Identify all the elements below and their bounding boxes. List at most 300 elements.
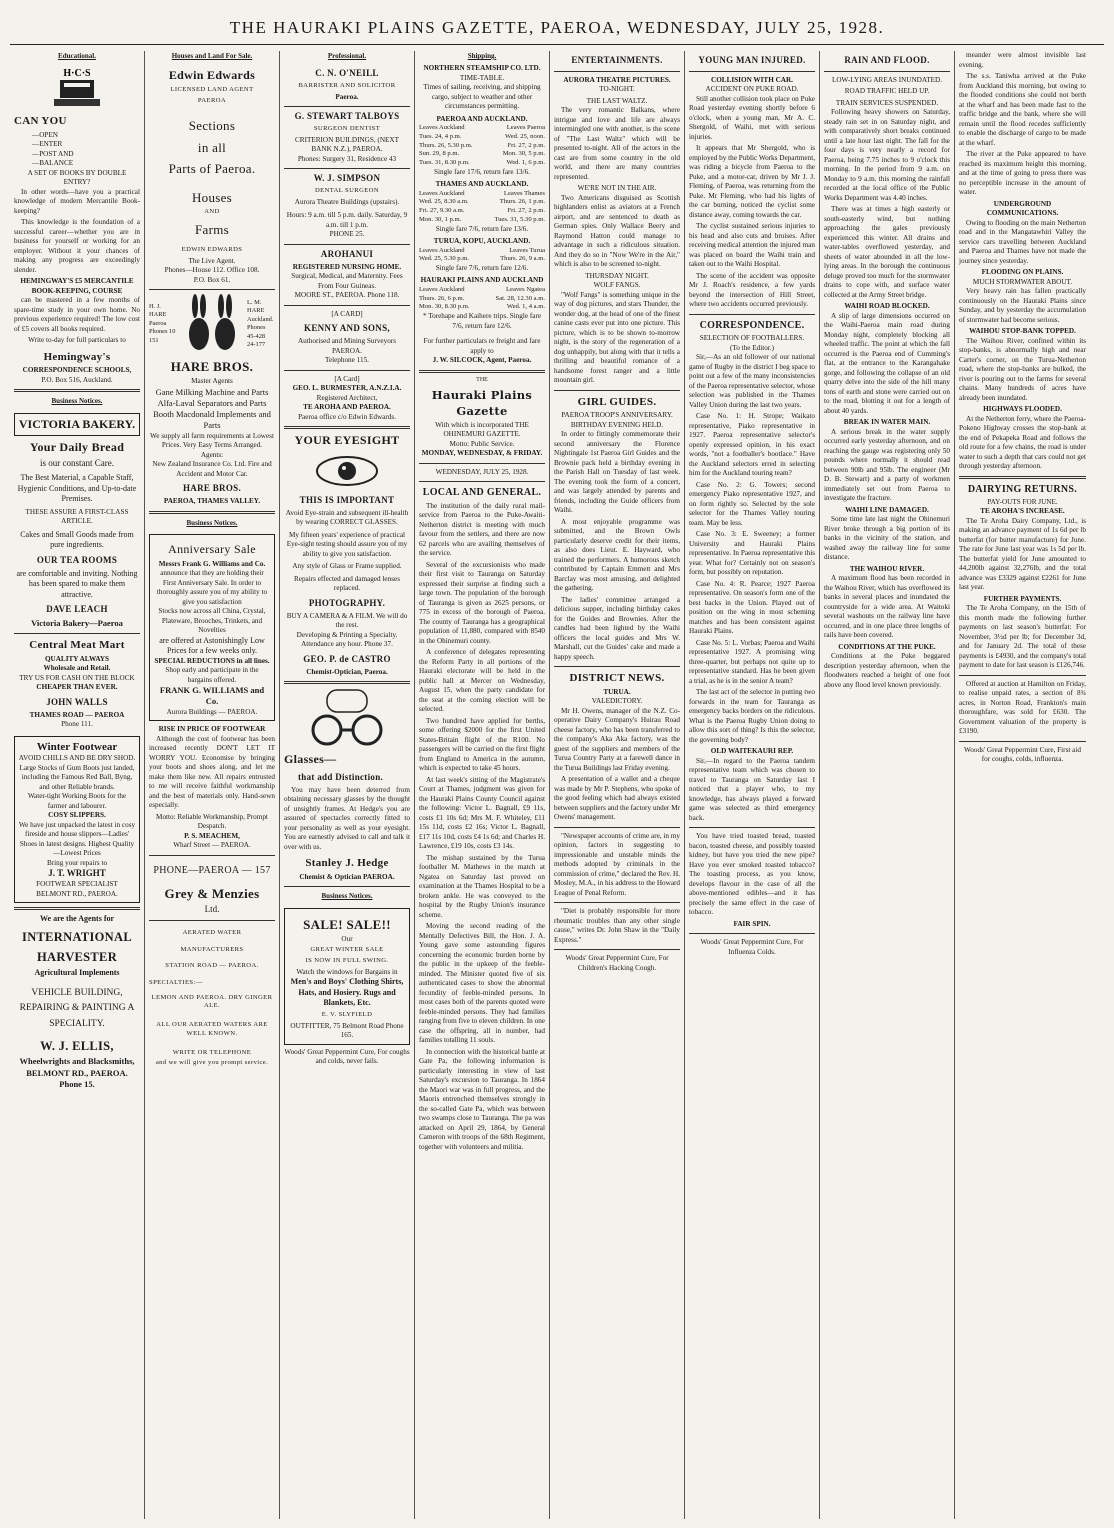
section-heading: Professional. bbox=[327, 52, 367, 60]
thursday: THURSDAY NIGHT. bbox=[585, 271, 649, 280]
write-line: WRITE OR TELEPHONE bbox=[172, 1048, 252, 1056]
cell: Tues. 24, 4 p.m. bbox=[419, 132, 462, 140]
sections: Sections bbox=[188, 118, 236, 134]
divider bbox=[419, 370, 545, 373]
divider bbox=[419, 463, 545, 464]
tea-rooms: OUR TEA ROOMS bbox=[36, 554, 118, 565]
chills-line: AVOID CHILLS AND BE DRY SHOD. bbox=[18, 754, 136, 763]
agent-line: The Live Agent. bbox=[188, 256, 236, 265]
watch: Watch the windows for Bargains in bbox=[296, 967, 398, 976]
distinction: that add Distinction. bbox=[298, 772, 384, 782]
fair-spin: FAIR SPIN. bbox=[733, 919, 771, 928]
master-line: Master Agents bbox=[191, 377, 233, 386]
buy: BUY A CAMERA & A FILM. We will do the rest. bbox=[286, 611, 408, 630]
stocks-line: Stocks now across all China, Crystal, Plateware, Brooches, Trinkets, and Novelties bbox=[158, 607, 266, 635]
cell: Sun. 29, 8 p.m. bbox=[419, 150, 460, 158]
col-head: Leaves Paeroa bbox=[506, 124, 545, 132]
books-line: A SET OF BOOKS BY DOUBLE ENTRY? bbox=[27, 168, 127, 187]
cell: Thurs. 26, 5.30 p.m. bbox=[419, 141, 473, 149]
column-4 bbox=[415, 51, 550, 1519]
dairying: DAIRYING RETURNS. bbox=[967, 483, 1078, 495]
paragraph: A serious break in the water supply occurred early yesterday afternoon, and on reaching the gauge was registering only 50 pounds where normally it should read between 90lb and 95lb. The engineer (Mr D. B. Stewart) and a party of workmen immediately set out from Paeroa to investigate the fracture. bbox=[824, 427, 950, 503]
phone-15: Phone 15. bbox=[59, 1078, 95, 1089]
paragraph: The very romantic Balkans, where intrigue and love and life are always intermingled one with another, is the scene of "The Last Waltz" which will be presented to-night. All of the actors in the cast are from some country in the old world, and there are many countries represented. bbox=[554, 106, 680, 181]
highways: HIGHWAYS FLOODED. bbox=[983, 405, 1062, 413]
woods: Woods' Great Peppermint Cure, For coughs and colds, never fails. bbox=[284, 1047, 410, 1066]
dental: DENTAL SURGEON bbox=[315, 187, 379, 195]
woods: Woods' Great Peppermint Cure, First aid for coughs, colds, influenza. bbox=[964, 745, 1081, 764]
paragraph: Case No. 5: L. Vorbas; Paeroa and Waihi representative 1927. A promising wing three-quarter, but perhaps not quite up to representative standard. Has he been given a trial, as he is in the senior A team? bbox=[689, 638, 815, 685]
divider bbox=[554, 949, 680, 950]
manuf-line: MANUFACTURERS bbox=[180, 945, 244, 953]
table-header bbox=[419, 190, 545, 199]
offered-line: are offered at Astonishingly Low Prices for a few weeks only. bbox=[159, 635, 265, 656]
sign: OLD WAITEKAURI REP. bbox=[710, 747, 794, 756]
divider bbox=[284, 426, 410, 429]
note: * Torehape and Kaihere trips. Single fare 7/6, return fare 12/6. bbox=[422, 312, 542, 330]
divider bbox=[419, 481, 545, 482]
international: INTERNATIONAL bbox=[22, 929, 132, 944]
hours: Hours: 9 a.m. till 5 p.m. daily. Saturday, 9 a.m. till 1 p.m. bbox=[286, 211, 408, 229]
cheaper-line: CHEAPER THAN EVER. bbox=[36, 683, 118, 692]
thames-road: THAMES ROAD — PAEROA bbox=[29, 710, 125, 719]
collision: COLLISION WITH CAR. bbox=[711, 75, 793, 84]
timetable: TIME-TABLE. bbox=[459, 73, 505, 82]
table-row bbox=[419, 216, 545, 225]
fare-2: Single fare 7/6, return fare 13/6. bbox=[435, 224, 529, 233]
cell: Sat. 28, 12.30 a.m. bbox=[495, 294, 545, 302]
cell: Thurs. 26, 9 a.m. bbox=[500, 255, 545, 263]
paragraph: The last act of the selector in putting two forwards in the team for Tauranga as emergency backs borders on the ridiculous. What is the Paeroa Rugby Union doing to allow this sort of thing? Is this the selector, the governing body? bbox=[689, 688, 815, 744]
belmont-line-2: BELMONT RD., PAEROA. bbox=[26, 1067, 128, 1078]
parts: Parts of Paeroa. bbox=[168, 160, 256, 176]
vehicle-line: VEHICLE BUILDING, REPAIRING & PAINTING A SPECIALITY. bbox=[19, 988, 135, 1029]
cell: Wed. 25, 8.30 a.m. bbox=[419, 198, 469, 206]
woods: Woods' Great Peppermint Cure, For Influenza Colds. bbox=[700, 938, 804, 956]
paragraph: You have tried toasted bread, toasted bacon, toasted cheese, and possibly toasted kidney, but have you tried the new pipe? Have you ever smoked toasted tobacco? The toasting process, as you know, develops flavour in the case of all the above-mentioned edibles—and it has precisely the same effect in the case of tobacco. bbox=[689, 832, 815, 917]
paragraph: Mr H. Owens, manager of the N.Z. Co-operative Dairy Company's Huirau Road cheese factory, who has been transferred to the company's Aka Aka factory, was the guest of the suppliers and members of the Turua Country Party at a farewell dance in the Turua Buildings last Friday evening. bbox=[554, 706, 680, 772]
and-line: AND bbox=[204, 208, 220, 216]
section-heading: Houses and Land For Sale. bbox=[171, 52, 253, 60]
paragraph: The Te Aroha Dairy Company, Ltd., is making an advance payment of 1s 6d per lb butterfat (for butter manufacture) for June. The rate for June last year was 1s 5d per lb. The butterfat yield for June amounted to 44,200lb against 32,276lb, and the total advance was £3329 against £2261 for June last year. bbox=[959, 516, 1086, 592]
paragraph: Two Americans disguised as Scottish highlanders enlist as aviators at a French airport, and are sentenced to death as German spies. Only Wallace Beery and Raymond Hatton could manage to advantage in such a ridiculous situation. And they do so in "Now We're in the Air," which is also to be screened to-night. bbox=[554, 193, 680, 269]
phone-157: PHONE—PAEROA — 157 bbox=[153, 864, 271, 876]
paragraph: At the Netherton ferry, where the Paeroa-Pokeno Highway crosses the stop-bank at the end of Pekapeka Road and follows the old route for a few chains, the road is under water to such a depth that cars could not get through yesterday afternoon. bbox=[959, 414, 1086, 470]
cell: Mon. 30, 1 p.m. bbox=[419, 215, 462, 223]
divider bbox=[284, 106, 410, 107]
talboys: G. STEWART TALBOYS bbox=[294, 111, 400, 122]
waihou: THE WAIHOU RIVER. bbox=[849, 564, 925, 573]
section-heading: Business Notices. bbox=[186, 518, 238, 527]
paragraph: The s.s. Taniwha arrived at the Puke from Auckland this morning, but owing to the flooded conditions she could not berth at the wharf and has been made fast to the traffic bridge and the bank, where she will remain until the flood recedes sufficiently to enable the discharge of cargo to be made at the wharf. bbox=[959, 72, 1086, 147]
divider bbox=[284, 244, 410, 245]
table-header bbox=[419, 286, 545, 295]
hpak: HAURAKI PLAINS AND AUCKLAND bbox=[420, 276, 544, 285]
cell: Fri. 27, 2 p.m. bbox=[507, 207, 545, 215]
cell: Thurs. 26, 6 p.m. bbox=[419, 294, 465, 302]
fifteen: My fifteen years' experience of practical Eye-sight testing should assure you of my ability to give you satisfaction. bbox=[286, 530, 408, 558]
paragraph: Conditions at the Puke beggared description yesterday afternoon, when the floodwaters reached a height of one foot above any flood level known previously. bbox=[824, 652, 950, 689]
hare-bros-2: HARE BROS. bbox=[182, 483, 241, 494]
divider bbox=[554, 390, 680, 391]
wright-name: J. T. WRIGHT bbox=[48, 868, 106, 879]
motto: Motto: Public Service. bbox=[449, 439, 515, 448]
booth-line: Booth Macdonald Implements and Parts bbox=[153, 409, 271, 431]
paeroa-line: PAEROA bbox=[197, 96, 227, 104]
aurora: AURORA THEATRE PICTURES. bbox=[563, 75, 671, 84]
hares-icon bbox=[179, 294, 245, 354]
our: Our bbox=[341, 934, 353, 943]
john-walls: JOHN WALLS bbox=[46, 696, 108, 707]
unpacked-line: We have just unpacked the latest in cosy fireside and house slippers—Ladies' Shoes in latest designs. Highest Quality—Lowest Prices bbox=[18, 820, 136, 858]
belmont-line: BELMONT RD., PAEROA. bbox=[36, 889, 118, 898]
glasses: Glasses— bbox=[284, 752, 337, 767]
slippers-line: COSY SLIPPERS. bbox=[48, 811, 106, 820]
quality-line: QUALITY ALWAYS bbox=[44, 654, 110, 663]
further: FURTHER PAYMENTS. bbox=[983, 594, 1062, 603]
divider bbox=[14, 389, 140, 392]
paragraph: A most enjoyable programme was submitted, and the Brown Owls particularly deserve credit for their items, as also does Lieut. E. Hayward, who trained the performers. A humorous sketch contributed by Captain Emmett and Mrs Barclay was most amusing, and delighted the gathering. bbox=[554, 517, 680, 593]
paragraph: In other words—have you a practical knowledge of modern Mercantile Book-keeping? bbox=[14, 187, 140, 215]
wheel-line: Wheelwrights and Blacksmiths, bbox=[19, 1056, 135, 1067]
turua: TURUA. bbox=[603, 687, 631, 696]
important: THIS IS IMPORTANT bbox=[299, 495, 395, 506]
card-2: [A Card] bbox=[334, 374, 360, 383]
spectacles-icon bbox=[297, 688, 397, 748]
column-5 bbox=[550, 51, 685, 1519]
valed: VALEDICTORY. bbox=[591, 697, 643, 706]
divider bbox=[284, 370, 410, 371]
option: —ENTER bbox=[32, 140, 63, 149]
low: LOW-LYING AREAS INUNDATED. bbox=[831, 75, 943, 84]
tonight: TO-NIGHT. bbox=[599, 85, 635, 94]
winter-footwear: Winter Footwear bbox=[36, 740, 118, 753]
gum-line: Large Stocks of Gum Boots just landed, including the Famous Red Ball, Byng, and other Reliable brands. bbox=[19, 763, 135, 791]
col-head: Leaves Auckland bbox=[419, 124, 465, 132]
phone25: PHONE 25. bbox=[329, 230, 365, 239]
silcock: J. W. SILCOCK, Agent, Paeroa. bbox=[432, 356, 532, 365]
column-3 bbox=[280, 51, 415, 1519]
paragraph: Owing to flooding on the main Netherton road and in the Mangatawhiri Valley the service cars travelling between Auckland and Paeroa and Thames have not made the journey since yesterday. bbox=[959, 218, 1086, 265]
cell: Mon. 30, 5 p.m. bbox=[502, 150, 545, 158]
authorised: Authorised and Mining Surveyors PAEROA. bbox=[297, 337, 397, 355]
break: BREAK IN WATER MAIN. bbox=[843, 418, 931, 427]
care-line: is our constant Care. bbox=[40, 458, 114, 469]
outfitter: OUTFITTER, 75 Belmont Road Phone 165. bbox=[290, 1021, 404, 1040]
table-row bbox=[419, 198, 545, 207]
surgeon: SURGEON DENTIST bbox=[313, 125, 381, 133]
date: WEDNESDAY, JULY 25, 1928. bbox=[435, 467, 529, 476]
col-head: Leaves Turua bbox=[509, 246, 545, 254]
hedge-2: Chemist & Optician PAEROA. bbox=[299, 872, 395, 881]
simpson: W. J. SIMPSON bbox=[313, 173, 381, 184]
column-1 bbox=[10, 51, 145, 1519]
isnow: IS NOW IN FULL SWING. bbox=[305, 956, 389, 964]
selection: SELECTION OF FOOTBALLERS. bbox=[699, 334, 805, 343]
glasses-paragraph: You may have been deterred from obtaining necessary glasses by the thought of unsightly frames. At Hedge's you are assured of spectacles correctly fitted to your personality as well as your eyesight. You are earnestly advised to call and talk it over with us. bbox=[284, 785, 410, 851]
houses: Houses bbox=[191, 189, 233, 205]
supply-line: We supply all farm requirements at Lowest Prices. Very Easy Terms Arranged. bbox=[150, 431, 274, 450]
cell: Wed. 1, 4 a.m. bbox=[506, 303, 545, 311]
ellis-name: W. J. ELLIS, bbox=[40, 1038, 114, 1053]
victoria-bakery: Victoria Bakery—Paeroa bbox=[31, 618, 123, 629]
paragraph: Some time late last night the Ohinemuri River broke through a big portion of its banks in the vicinity of the station, and washed away the railway line for some distance. bbox=[824, 515, 950, 562]
cell: Wed. 1, 6 p.m. bbox=[506, 159, 545, 167]
bakery-name: VICTORIA BAKERY. bbox=[18, 416, 136, 431]
hemingway-name: Hemingway's bbox=[43, 350, 111, 363]
table-row bbox=[419, 207, 545, 216]
fare: Single fare 17/6, return fare 13/6. bbox=[434, 167, 530, 176]
paragraph: Case No. 1: H. Strope; Waikato representative, Piako representative in 1927. Paeroa representative selector's openly expressed opinion, in his exact words, "not a footballer's bootlace." Have the Auckland selectors erred in selecting him for the Auckland touring team? bbox=[689, 412, 815, 478]
paragraph: A conference of delegates representing the Reform Party in all portions of the Hauraki electorate will be held in the public hall at Mercer on Wednesday, August 15, when the party candidate for the seat at the coming election will be selected. bbox=[419, 648, 545, 714]
table-row: Single fare 7/6, return fare 12/6. bbox=[435, 263, 529, 272]
ltd-line: Ltd. bbox=[204, 904, 220, 914]
sale-ad bbox=[284, 908, 410, 1045]
avoid: Avoid Eye-strain and subsequent ill-health by wearing CORRECT GLASSES. bbox=[285, 508, 409, 527]
divider bbox=[554, 827, 680, 828]
paragraph: The ladies' committee arranged a delicious supper, including birthday cakes for the Guides and Brownies. After the candles had been lighted by the Waihi officers the local guides and Mrs W. Marshall, cut the Guides' cake and made a happy speech. bbox=[554, 595, 680, 661]
cash-line: TRY US FOR CASH ON THE BLOCK bbox=[19, 673, 135, 682]
wholesale-line: Wholesale and Retail. bbox=[43, 664, 111, 673]
edwin-edwards: Edwin Edwards bbox=[168, 68, 256, 83]
divider bbox=[554, 71, 680, 72]
options-list bbox=[14, 131, 140, 169]
assure-line: THESE ASSURE A FIRST-CLASS ARTICLE. bbox=[25, 507, 129, 526]
table-header bbox=[419, 124, 545, 133]
divider bbox=[959, 741, 1086, 742]
district: DISTRICT NEWS. bbox=[569, 672, 665, 685]
paragraph: A slip of large dimensions occurred on the Waihi-Paeroa main road during Monday night, completely blocking all wheeled traffic. The point at which the fall occurred is the Paeroa end of Cumming's flat, at the entrance to the Karangahake gorge, and following the collapse of an old quarry delve into the side of the hill many tons of earth and stone were carried out on to the road, blotting it out for a length of about 40 yards. bbox=[824, 311, 950, 415]
entertainments: ENTERTAINMENTS. bbox=[571, 55, 663, 65]
aroha: TE AROHA'S INCREASE. bbox=[980, 507, 1065, 516]
eye-icon bbox=[312, 451, 382, 491]
accident: ACCIDENT ON PUKE ROAD. bbox=[705, 85, 799, 94]
paragraph: A maximum flood has been recorded in the Waihou River, which has overflowed its banks in several places and inundated the countryside for a wide area. At Waitoki several washouts on the railway line have occurred, and in one place three lengths of rails have been covered. bbox=[824, 574, 950, 640]
alfa-line: Alfa-Laval Separators and Parts bbox=[157, 398, 267, 409]
meachem-line: P. S. MEACHEM, bbox=[184, 831, 240, 840]
harvester: HARVESTER bbox=[36, 950, 118, 965]
correspondence: CORRESPONDENCE. bbox=[699, 319, 805, 331]
cell: Mon. 30, 8.30 p.m. bbox=[419, 303, 470, 311]
table-row bbox=[419, 303, 545, 312]
write-line: Write to-day for full particulars to bbox=[28, 336, 126, 345]
tea-line: are comfortable and inviting. Nothing has been spared to make them attractive. bbox=[16, 568, 138, 599]
divider bbox=[284, 681, 410, 684]
paragraph: The scene of the accident was opposite Mr J. Roach's residence, a few yards beyond the intersection of Hill Street, where two accidents occurred previously. bbox=[689, 271, 815, 309]
can-you: CAN YOU bbox=[14, 115, 67, 128]
divider bbox=[284, 305, 410, 306]
section-heading: Business Notices. bbox=[321, 892, 373, 901]
messrs-line: Messrs Frank G. Williams and Co. bbox=[158, 559, 266, 568]
anniversary-sale: Anniversary Sale bbox=[168, 541, 256, 556]
divider bbox=[149, 511, 275, 514]
columns bbox=[10, 51, 1104, 1519]
woods: Woods' Great Peppermint Cure, For Children's Hacking Cough. bbox=[565, 954, 669, 972]
paragraph: At last week's sitting of the Magistrate's Court at Thames, judgment was given for the Hauraki Plains County Council against the following: Victor L. Bagnall, £9 11s, costs £1 10s 6d; Mrs M. F. Whiteley, £11 15s 11d, costs £2 16s; Victor L. Bagnall, £17 11s 10d, costs £4 1s 6d; and Charles H. Lawrence, £19 10s, costs £3 14s. bbox=[419, 775, 545, 851]
shop-line: Shop early and participate in the bargains offered. bbox=[165, 666, 259, 684]
table-row bbox=[419, 133, 545, 142]
phones-line: Phones—House 112. Office 108. bbox=[164, 266, 260, 275]
divider bbox=[554, 902, 680, 903]
architect: Registered Architect, bbox=[316, 393, 378, 402]
aurora: Aurora Theatre Buildings (upstairs). bbox=[294, 197, 400, 206]
divider bbox=[149, 920, 275, 921]
aurora-line: Aurora Buildings — PAEROA. bbox=[166, 707, 258, 716]
paragraph: Offered at auction at Hamilton on Friday, to realise unpaid rates, a section of 8¾ acres, in Norton Road, Frankton's main thoroughfare, was sold for £630. The Government valuation of the property is £3190. bbox=[959, 679, 1086, 736]
paragraph: There was at times a high easterly or south-easterly wind, but nothing approaching the gales previously experienced this winter. All drains and water-tables overflowed yesterday, and sheets of water abounded in all the low-lying areas. In the borough the continuous deluge proved too much for the stormwater drains to cope with, and surface water collected at the Army Street bridge. bbox=[824, 205, 950, 299]
allour-line: ALL OUR AERATED WATERS ARE WELL KNOWN. bbox=[156, 1021, 268, 1037]
sale: SALE! SALE!! bbox=[303, 916, 391, 932]
surgical: Surgical, Medical, and Maternity. Fees From Four Guineas. bbox=[291, 272, 403, 290]
eyesight: YOUR EYESIGHT bbox=[294, 433, 400, 448]
agents-label: Agents: bbox=[200, 450, 224, 459]
paragraph: Moving the second reading of the Mentally Defectives Bill, the Hon. J. A. Young gave some astounding figures concerning the economic burden borne by the public in the upkeep of the feeble-minded. The Minister quoted five of six authenticated cases to show the abnormal fecundity of feeble-minded persons. In most cases both of the parents quoted were feeble-minded persons. They had families ranging from five to eleven children. In one case the offspring, all in number, had families totalling 11 souls. bbox=[419, 922, 545, 1045]
oneill: C. N. O'NEILL bbox=[315, 68, 379, 79]
paragraph: can be mastered in a few months of spare-time study in your own home. No previous experience required! The low cost of £5 covers all books required. bbox=[14, 296, 140, 333]
local-general: LOCAL AND GENERAL. bbox=[422, 487, 542, 499]
paragraph: Sir,—In regard to the Paeroa tandem representative team which was chosen to travel to Tauranga on Saturday last I noticed that a player who, to my knowledge, has always played a forward game was selected as third emergency back. bbox=[689, 756, 815, 822]
paragraph: Two hundred have applied for berths, some offering $2000 for the first United States-Britain flight of the R100. No passengers will be carried on the first flight from England to America in the autumn, which is expected to take 45 hours. bbox=[419, 716, 545, 773]
col-head: Leaves Auckland bbox=[419, 189, 465, 197]
frank-williams: FRANK G. WILLIAMS and Co. bbox=[159, 685, 265, 707]
chemist: Chemist-Optician, Paeroa. bbox=[306, 667, 388, 676]
divider bbox=[14, 907, 140, 910]
licensed-line: LICENSED LAND AGENT bbox=[170, 86, 254, 94]
days: MONDAY, WEDNESDAY, & FRIDAY. bbox=[421, 449, 543, 458]
wolf: WOLF FANGS. bbox=[593, 281, 641, 290]
specs-line: SPECIALTIES:— bbox=[149, 978, 203, 986]
paragraph: Several of the excursionists who made their first visit to Tauranga on Saturday expressed their surprise at finding such a large town. The population of the borough of Tauranga is given as 2625 persons, or 775 in excess of the borough of Paeroa. The county of Tauranga has a geographical population of 11,880, compared with 8540 in the Ohinemuri county. bbox=[419, 560, 545, 645]
col-head: Leaves Thames bbox=[503, 189, 545, 197]
section-heading: Business Notices. bbox=[51, 397, 103, 406]
divider bbox=[689, 827, 815, 828]
paragraph: The Waihou River, confined within its stop-banks, is abnormally high and near Carter's corner, on the Turua-Netherton road, where the stop-banks are bulked, the river is pouring out to the farms for several chains. Many hundreds of acres have already been inundated. bbox=[959, 336, 1086, 402]
aerated-line: AERATED WATER bbox=[182, 928, 242, 936]
column-2 bbox=[145, 51, 280, 1519]
nsc: NORTHERN STEAMSHIP CO. LTD. bbox=[423, 64, 541, 73]
nzins-line: New Zealand Insurance Co. Ltd. Fire and Accident and Motor Car. bbox=[152, 460, 272, 478]
road: ROAD TRAFFIC HELD UP. bbox=[844, 87, 930, 96]
divider bbox=[149, 289, 275, 290]
masthead: THE HAURAKI PLAINS GAZETTE, PAEROA, WEDNESDAY, JULY 25, 1928. bbox=[10, 10, 1104, 45]
divider bbox=[554, 666, 680, 667]
repairs: Repairs effected and damaged lenses replaced. bbox=[293, 574, 401, 593]
option: —OPEN bbox=[32, 130, 58, 139]
paragraph: Sir,—As an old follower of our national game of Rugby in the district I beg space to point out a few of the many inconsistencies of the Paeroa representative selector, whose selection was published in the Thames Valley Union during the last two years. bbox=[689, 353, 815, 409]
mens: Men's and Boys' Clothing Shirts, Hats, and Hosiery. Rugs and Blankets, Etc. bbox=[290, 977, 404, 1008]
pobox-line: P.O. Box 61. bbox=[193, 275, 231, 284]
paragraph: A presentation of a wallet and a cheque was made by Mr P. Stephens, who spoke of the good feeling which had always existed between suppliers and the factory under Mr Owens' management. bbox=[554, 775, 680, 822]
paragraph: The cyclist sustained serious injuries to his head and also cuts and bruises. After receiving medical attention the injured man was placed on board the Waihi train and taken out to the Waihi Hospital. bbox=[689, 222, 815, 269]
hj-hare: H. J. HARE Paeroa Phones 10 151 bbox=[149, 303, 176, 344]
paragraph: Case No. 3: E. Sweeney; a former University and Hauraki Plains representative. In Paeroa representative this year. What for? Certainly not on season's form, but possibly on reputation. bbox=[689, 530, 815, 577]
guides: GIRL GUIDES. bbox=[577, 395, 657, 408]
rain-flood: RAIN AND FLOOD. bbox=[844, 55, 930, 65]
photo: PHOTOGRAPHY. bbox=[308, 597, 386, 608]
col-head: Leaves Auckland bbox=[419, 285, 465, 293]
barrister: BARRISTER AND SOLICITOR bbox=[298, 82, 396, 90]
footwear-specialist: FOOTWEAR SPECIALIST bbox=[36, 880, 118, 889]
col-head: Leaves Auckland bbox=[419, 246, 465, 254]
divider bbox=[14, 633, 140, 634]
agri-line: Agricultural Implements bbox=[34, 967, 120, 977]
divider bbox=[959, 476, 1086, 479]
winter-footwear-ad bbox=[14, 736, 140, 903]
hcs-logo-icon bbox=[42, 66, 112, 110]
card: [A CARD] bbox=[331, 309, 363, 318]
paragraph: The mishap sustained by the Turua footballer M. Mathews in the match at Ngatea on Saturday last proved on examination at the Thames Hospital to be a broken ankle. He was conveyed to the hospital by the Rugby Union's insurance scheme. bbox=[419, 853, 545, 919]
paragraph: Case No. 4: R. Pearce; 1927 Paeroa representative. On season's form one of the best backs in the Union. Played out of position on the wing in most scheming matches and has been consistent against Hauraki Plains. bbox=[689, 579, 815, 636]
water-line: Water-tight Working Boots for the farmer and labourer. bbox=[27, 792, 127, 810]
wharf-line: Wharf Street — PAEROA. bbox=[173, 841, 251, 850]
arohanui: AROHANUI bbox=[320, 248, 374, 259]
paak: PAEROA AND AUCKLAND. bbox=[436, 114, 528, 123]
cell: Wed. 25, 5.30 p.m. bbox=[419, 255, 470, 263]
option: —POST AND bbox=[32, 149, 74, 158]
bakery-ad bbox=[14, 413, 140, 437]
flooding: FLOODING ON PLAINS. bbox=[981, 268, 1064, 276]
paragraph: "Diet is probably responsible for more rheumatic troubles than any other single cause," writes Dr. John Shaw in the "Daily Express." bbox=[554, 907, 680, 944]
column-7 bbox=[820, 51, 955, 1519]
rise-paragraph: Although the cost of footwear has been increased recently DON'T LET IT WORRY YOU. Economise by bringing your boots and shoes along, and let me make them like new. All repairs entrusted to me will receive faithful workmanship and the best of materials only. Hand-sewn especially. bbox=[149, 734, 275, 810]
lemon-line: LEMON AND PAEROA. DRY GINGER ALE. bbox=[151, 993, 273, 1010]
paragraph: meander were almost invisible last evening. bbox=[959, 51, 1086, 69]
nursing: REGISTERED NURSING HOME. bbox=[292, 262, 402, 271]
motto-line: Motto: Reliable Workmanship, Prompt Despatch. bbox=[156, 812, 268, 831]
ee-line: EDWIN EDWARDS bbox=[181, 245, 243, 253]
divider bbox=[824, 71, 950, 72]
waihi-line: WAIHI LINE DAMAGED. bbox=[845, 505, 929, 514]
cakes-line: Cakes and Small Goods made from pure ingredients. bbox=[20, 529, 134, 550]
much: MUCH STORMWATER ABOUT. bbox=[972, 277, 1073, 286]
waihou-stop: WAIHOU STOP-BANK TOPPED. bbox=[969, 327, 1076, 335]
table-row bbox=[419, 142, 545, 151]
lm-hare: L. M. HARE Auckland. Phones 45-428 24-177 bbox=[247, 298, 274, 349]
payouts: PAY-OUTS FOR JUNE. bbox=[987, 497, 1058, 506]
meat-mart: Central Meat Mart bbox=[29, 639, 125, 652]
cell: Tues. 31, 8.30 p.m. bbox=[419, 159, 470, 167]
the: THE bbox=[476, 376, 488, 383]
thak: THAMES AND AUCKLAND. bbox=[435, 180, 529, 189]
puke: CONDITIONS AT THE PUKE. bbox=[838, 642, 936, 651]
grey-menzies: Grey & Menzies bbox=[164, 885, 260, 901]
turua: TURUA, KOPU, AUCKLAND. bbox=[433, 237, 531, 246]
cell: Wed. 25, noon. bbox=[505, 132, 545, 140]
bread-line: Your Daily Bread bbox=[29, 440, 125, 455]
course-name: HEMINGWAY'S £5 MERCANTILE BOOK-KEEPING, COURSE bbox=[20, 277, 134, 295]
phones: Phones: Surgery 31, Residence 43 bbox=[297, 154, 397, 163]
paragraph: It appears that Mr Shergold, who is employed by the Public Works Department, was riding a bicycle from Paeroa to the Puke, and a motor-car, driven by Mr J. J. Fleming, of Paeroa, was returning from the Puke. Mr Fleming, who had his lights of the car burning, noticed the cyclist some distance away, coming towards the car. bbox=[689, 144, 815, 219]
po-box: P.O. Box 516, Auckland. bbox=[41, 375, 113, 384]
section-heading: Shipping. bbox=[467, 52, 497, 60]
paragraph: This knowledge is the foundation of a successful career—whether you are in business for yourself or working for an employer. Without it your chances of making any progress are exceedingly slender. bbox=[14, 218, 140, 274]
dev: Developing & Printing a Specialty. Attendance any hour. Phone 37. bbox=[296, 630, 398, 649]
castro: GEO. P. de CASTRO bbox=[303, 653, 391, 664]
in-all: in all bbox=[197, 139, 227, 155]
table-row bbox=[419, 295, 545, 304]
times: Times of sailing, receiving, and shipping cargo, subject to weather and other circumstances permitting. bbox=[423, 83, 541, 111]
station-line: STATION ROAD — PAEROA. bbox=[165, 962, 259, 970]
paragraph: Case No. 2: G. Towers; second emergency Piako representative 1927, and on form rightly so. Selected by the sole selector for the Thames Valley touring team. May be less. bbox=[689, 480, 815, 527]
tearoha: TE AROHA AND PAEROA. bbox=[303, 403, 391, 412]
paragraph: Following heavy showers on Saturday, steady rain set in on Saturday night, and with comparatively short breaks continued until a late hour last night. The fall for the four days is very nearly a record for Paeroa, being 7.75 inches to 9 o'clock this morning. In the period from 9 a.m. on Monday to 9 a.m. this morning the rainfall recorded at the local office of the Public Works Department was 4.40 inches. bbox=[824, 108, 950, 202]
paragraph: The institution of the daily rural mail-service from Paeroa to the Puke-Awaiti-Netherton district is meeting with much favour from the settlers, and there are now 62 parcels who are availing themselves of the service. bbox=[419, 501, 545, 558]
paragraph: "Wolf Fangs" is something unique in the way of dog pictures, and stars Thunder, the wonder dog, at the head of one of the finest canine casts ever put into one picture. This picture, which is to be shown to-morrow night, is the story of the regeneration of a dog unhappily, but along with that it tells a thrilling and beautiful romance of a handsome forest ranger and a little mountain girl. bbox=[554, 290, 680, 385]
office: Paeroa office c/o Edwin Edwards. bbox=[298, 412, 396, 421]
underground: UNDERGROUND COMMUNICATIONS. bbox=[986, 199, 1059, 217]
svg-text:H·C·S: H·C·S bbox=[63, 68, 91, 80]
cell: Fri. 27, 9.30 a.m. bbox=[419, 207, 465, 215]
